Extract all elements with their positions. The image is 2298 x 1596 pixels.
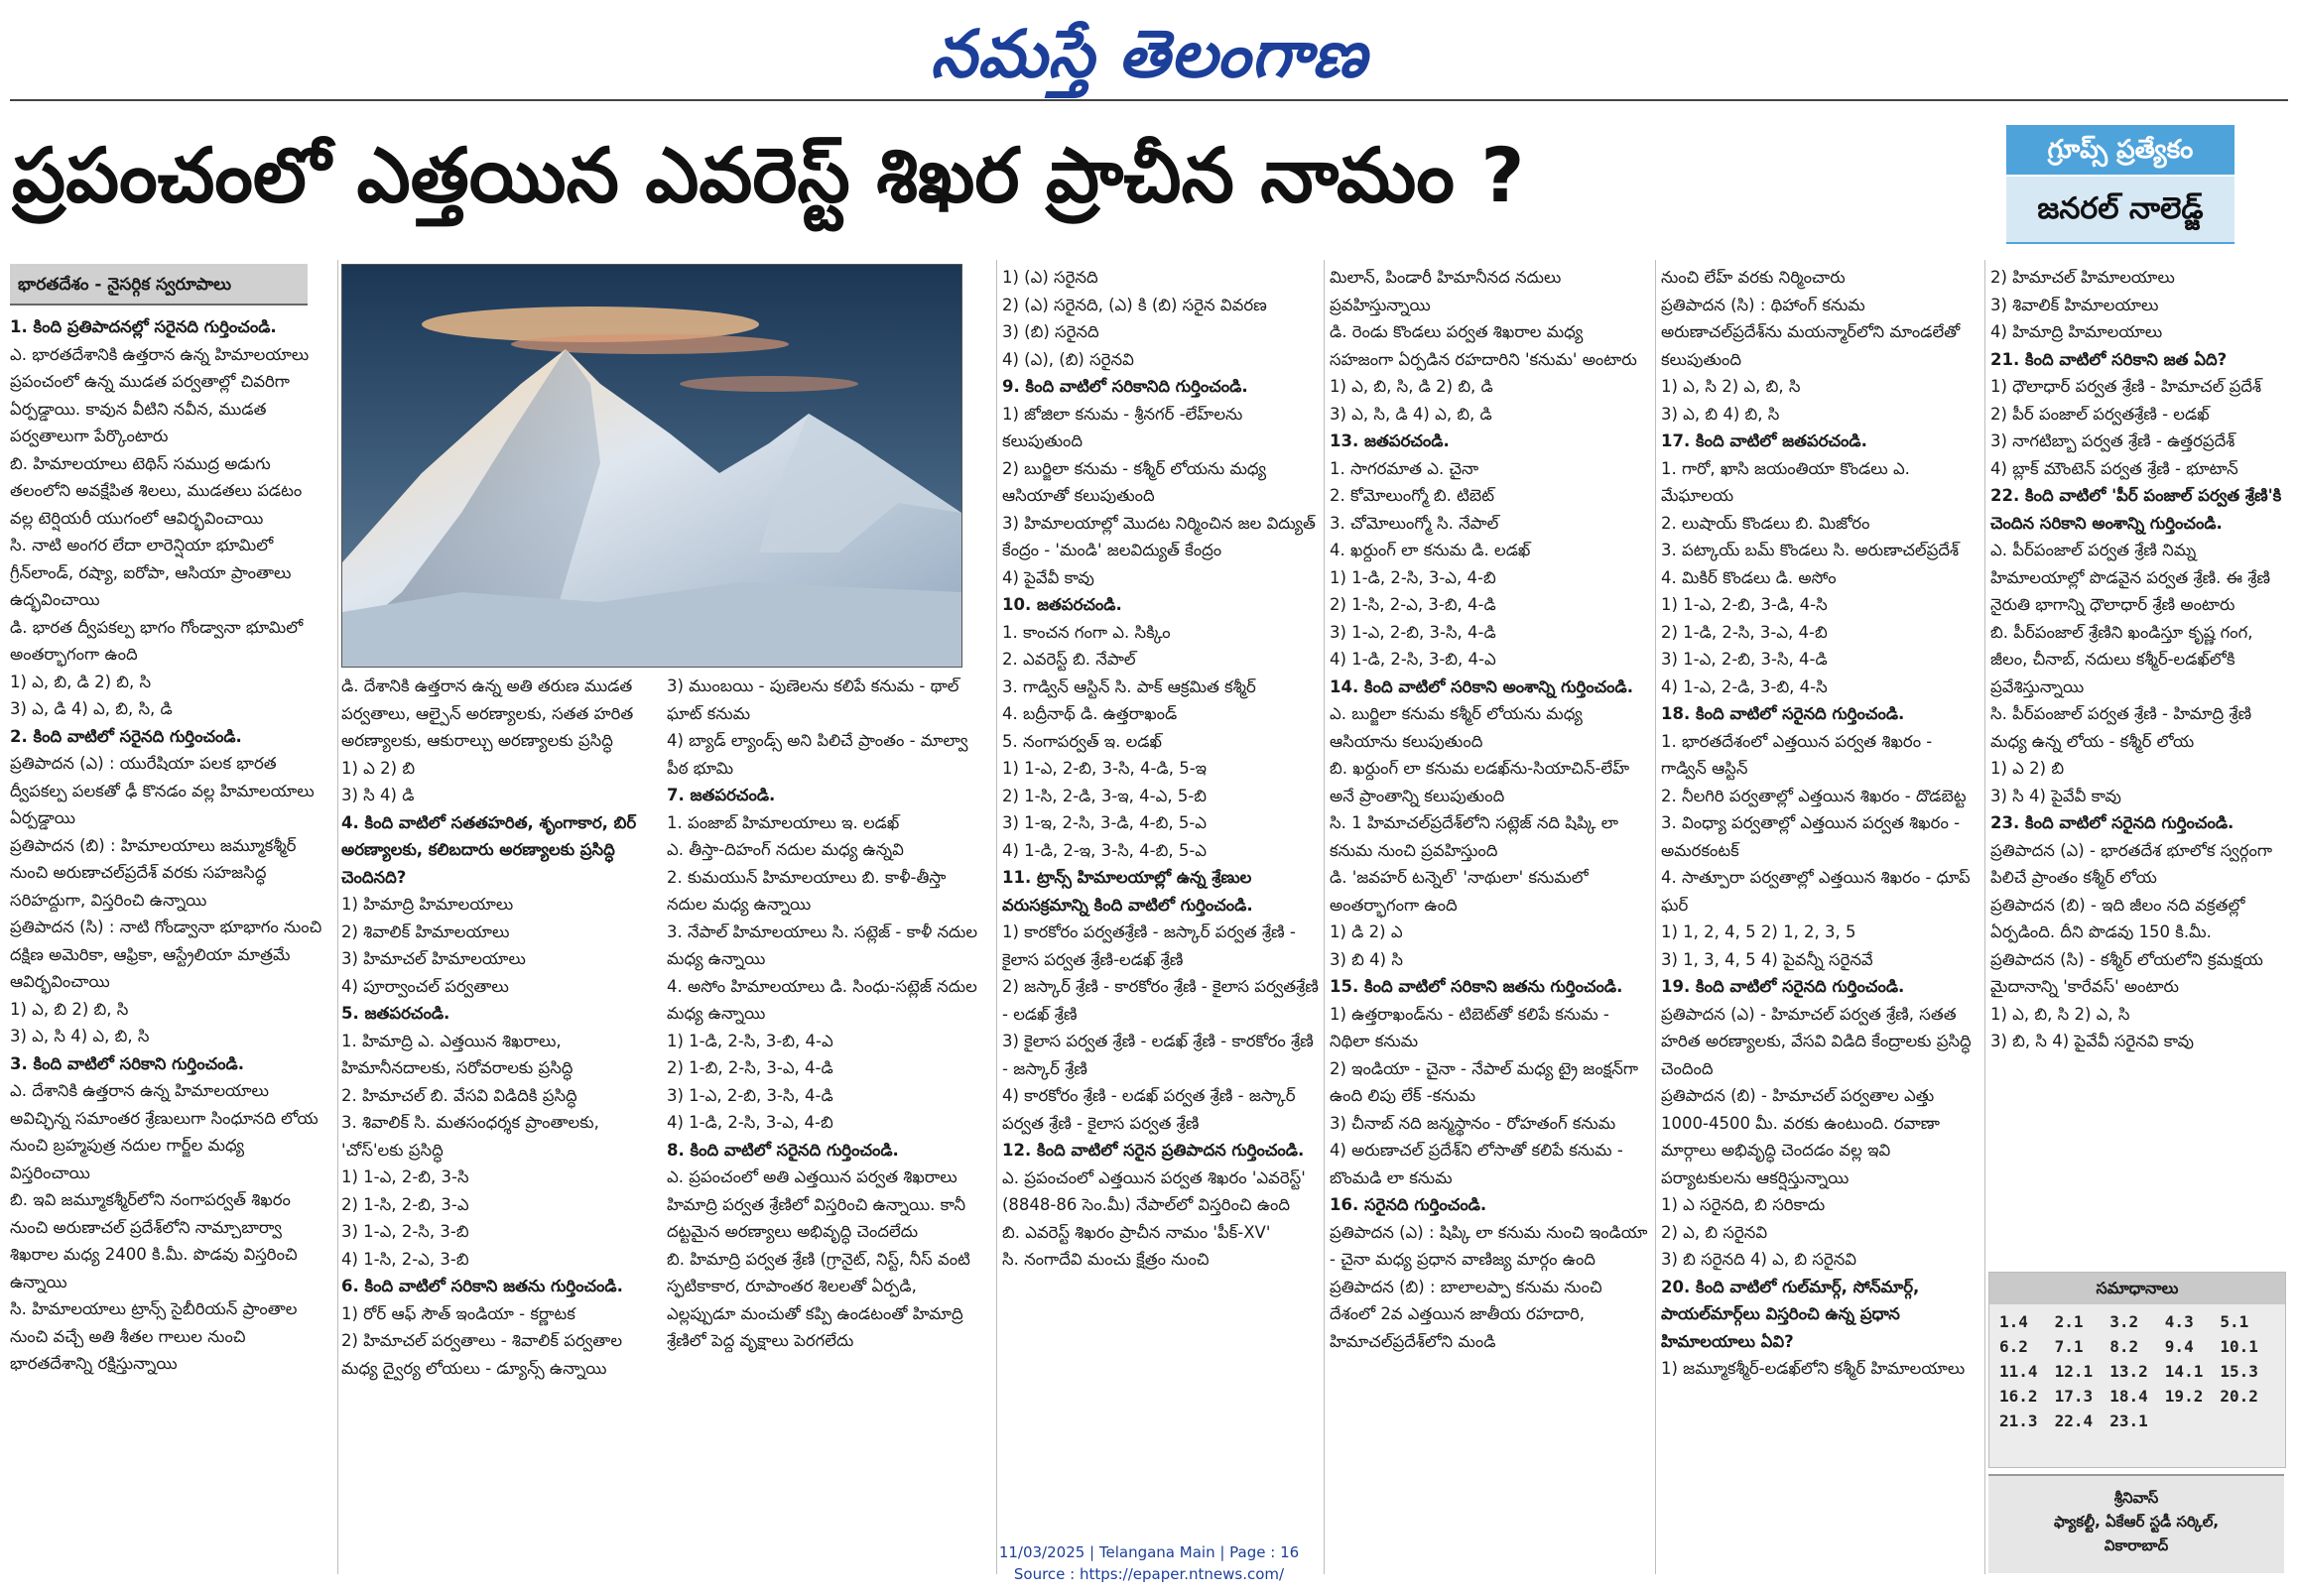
question-text: సి. హిమాలయాలు ట్రాన్స్ సైబీరియన్ ప్రాంతాల నుంచి వచ్చే అతి శీతల గాలుల నుంచి భారతదేశాన్ని రక్షిస్తున్నాయి: [10, 1299, 298, 1373]
question-text: ఎ. భారతదేశానికి ఉత్తరాన ఉన్న హిమాలయాలు ప్రపంచంలో ఉన్న ముడత పర్వతాల్లో చివరిగా ఏర్పడ్డాయి. కావున వీటిని నవీన, ముడత పర్వతాలుగా పేర్కొంటారు: [10, 344, 310, 445]
question-text: 1) 1-డి, 2-సి, 3-ఎ, 4-బి: [1330, 567, 1496, 587]
question-text: 3) సి 4) పైవేవీ కావు: [1990, 786, 2121, 805]
question-text: ఎ. ప్రపంచంలో ఎత్తయిన పర్వత శిఖరం 'ఎవరెస్ట్' (8848-86 సెం.మీ) నేపాల్‌లో విస్తరించి ఉంది: [1002, 1167, 1306, 1214]
answer-item: 5.1: [2220, 1312, 2249, 1331]
question-text: ఎ. దేశానికి ఉత్తరాన ఉన్న హిమాలయాలు అవిచ్ఛిన్న సమాంతర శ్రేణులుగా సింధూనది లోయ నుంచి బ్రహ్మపుత్ర నదుల గార్జ్‌ల మధ్య విస్తరించాయి: [10, 1081, 319, 1182]
question-text: 1) హిమాద్రి హిమాలయాలు: [341, 895, 514, 914]
question: 23. కింది వాటిలో సరైనది గుర్తించండి.: [1990, 813, 2234, 832]
question-text: 1) డి 2) ఎ: [1330, 922, 1403, 941]
answer-item: 11.4: [1999, 1362, 2038, 1381]
question-text: ప్రతిపాదన (ఎ) : షిప్కి లా కనుమ నుంచి ఇండియా - చైనా మధ్య ప్రధాన వాణిజ్య మార్గం ఉంది: [1330, 1222, 1648, 1269]
question-text: 3) బి 4) సి: [1330, 949, 1403, 969]
question-text: 3) హిమాచల్ హిమాలయాలు: [341, 949, 526, 968]
footer-source: Source : https://epaper.ntnews.com/: [1013, 1565, 1285, 1583]
question: 7. జతపరచండి.: [667, 786, 776, 804]
question-text: 3) శివాలిక్ హిమాలయాలు: [1990, 295, 2159, 314]
question-text: మిలాన్, పిండారీ హిమానీనద నదులు ప్రవహిస్తున్నాయి: [1330, 268, 1562, 314]
question: 22. కింది వాటిలో 'పీర్ పంజాల్ పర్వత శ్రేణి'కి చెందిన సరికాని అంశాన్ని గుర్తించండి.: [1990, 486, 2282, 533]
question-text: 3) ఎ, సి, డి 4) ఎ, బి, డి: [1330, 404, 1492, 424]
question: 2. కింది వాటిలో సరైనది గుర్తించండి.: [10, 726, 242, 746]
question: 17. కింది వాటిలో జతపరచండి.: [1661, 431, 1867, 450]
answer-item: 9.4: [2164, 1337, 2194, 1356]
question-text: 2) హిమాచల్ పర్వతాలు - శివాలిక్ పర్వతాల మధ్య ద్వైర్య లోయలు - డ్యూన్స్ ఉన్నాయి: [341, 1331, 623, 1378]
question-text: 1) ఎ సరైనది, బి సరికాదు: [1661, 1195, 1826, 1214]
question-text: 3) ఎ, డి 4) ఎ, బి, సి, డి: [10, 699, 173, 718]
column-divider: [337, 260, 338, 1574]
question: 16. సరైనది గుర్తించండి.: [1330, 1195, 1487, 1214]
question-text: ప్రతిపాదన (ఎ) - భారతదేశ భూలోక స్వర్గంగా పిలిచే ప్రాంతం కశ్మీర్ లోయ: [1990, 840, 2273, 887]
question-text: 1) ఎ 2) బి: [1990, 759, 2065, 778]
question-text: సి. నాటి అంగర లేదా లారెన్షియా భూమిలో గ్రీన్‌లాండ్, రష్యా, ఐరోపా, ఆసియా ప్రాంతాలు ఉద్భవించాయి: [10, 536, 292, 609]
question-text: 3) బి, సి 4) పైవేవీ సరైనవి కావు: [1990, 1032, 2195, 1050]
question: 6. కింది వాటిలో సరికాని జతను గుర్తించండి.: [341, 1277, 623, 1295]
answer-item: 20.2: [2220, 1387, 2258, 1406]
question-text: 4. బద్రీనాథ్ డి. ఉత్తరాఖండ్: [1002, 704, 1178, 723]
question-text: 1) (ఎ) సరైనది: [1002, 268, 1098, 287]
answer-item: 10.1: [2220, 1337, 2258, 1356]
answer-item: 22.4: [2054, 1412, 2094, 1430]
question-text: 3. నేపాల్ హిమాలయాలు సి. సట్లెజ్ - కాళీ నదుల మధ్య ఉన్నాయి: [667, 921, 978, 968]
column-divider: [1984, 260, 1985, 1574]
question-text: ప్రతిపాదన (బి) : బాలాలప్పా కనుమ నుంచి దేశంలో 2వ ఎత్తయిన జాతీయ రహదారి, హిమాచల్‌ప్రదేశ్‌లోని మండి: [1330, 1277, 1602, 1351]
question-text: 4) 1-సి, 2-ఎ, 3-బి: [341, 1249, 469, 1269]
question-text: సి. పీర్‌పంజాల్ పర్వత శ్రేణి - హిమాద్రి శ్రేణి మధ్య ఉన్న లోయ - కశ్మీర్ లోయ: [1990, 704, 2252, 751]
question-text: 2) బుర్జిలా కనుమ - కశ్మీర్ లోయను మధ్య ఆసియాతో కలుపుతుంది: [1002, 458, 1267, 505]
question: 8. కింది వాటిలో సరైనది గుర్తించండి.: [667, 1140, 899, 1160]
answer-item: 4.3: [2164, 1312, 2194, 1331]
question-text: 1. భారతదేశంలో ఎత్తయిన పర్వత శిఖరం - గాడ్విన్ ఆస్టిన్: [1661, 731, 1933, 778]
question-text: 2. హిమాచల్ బి. వేసవి విడిదికి ప్రసిద్ధి: [341, 1085, 577, 1105]
question-text: ప్రతిపాదన (ఎ) - హిమాచల్ పర్వత శ్రేణి, సతత హరిత అరణ్యాలకు, వేసవి విడిది కేంద్రాలకు ప్రసిద్ధి చెందింది: [1661, 1004, 1972, 1078]
answer-item: 21.3: [1999, 1412, 2038, 1430]
question: 21. కింది వాటిలో సరికాని జత ఏది?: [1990, 349, 2228, 369]
section-label: భారతదేశం - నైసర్గిక స్వరూపాలు: [10, 264, 308, 306]
question-text: బి. ఖర్దుంగ్ లా కనుమ లడఖ్‌ను-సియాచిన్-లేహ్ అనే ప్రాంతాన్ని కలుపుతుంది: [1330, 759, 1630, 805]
question-text: బి. హిమాద్రి పర్వత శ్రేణి (గ్రానైట్, నిస్ట్, నీస్ వంటి స్ఫటికాకార, రూపాంతర శిలలతో ఏర్పడి, ఎల్లప్పుడూ మంచుతో కప్పి ఉండటంతో హిమాద్రి శ్రేణిలో పెద్ద వృక్షాలు పెరగలేదు: [667, 1249, 970, 1350]
question-text: 3. పట్కాయ్ బమ్ కొండలు సి. అరుణాచల్‌ప్రదేశ్: [1661, 541, 1960, 559]
question-text: బి. ఇవి జమ్మూకశ్మీర్‌లోని నంగాపర్వత్ శిఖరం నుంచి అరుణాచల్ ప్రదేశ్‌లోని నామ్చాబార్వా శిఖరాల మధ్య 2400 కి.మీ. పొడవు విస్తరించి ఉన్నాయి: [10, 1190, 298, 1291]
question-text: 3. వింధ్యా పర్వతాల్లో ఎత్తయిన పర్వత శిఖరం - అమరకంటక్: [1661, 813, 1961, 860]
question-text: 2) 1-డి, 2-సి, 3-ఎ, 4-బి: [1661, 622, 1828, 642]
question-text: 1) జమ్మూకశ్మీర్-లడఖ్‌లోని కశ్మీర్ హిమాలయాలు: [1661, 1359, 1966, 1378]
question-text: 1) ఎ, సి 2) ఎ, బి, సి: [1661, 377, 1801, 396]
question-text: 3. చోమోలుంగ్మో సి. నేపాల్: [1330, 513, 1499, 533]
question-text: ప్రతిపాదన (బి) - ఇది జీలం నది వక్రతల్లో ఏర్పడింది. దీని పొడవు 150 కి.మీ.: [1990, 895, 2245, 941]
question-text: 3) 1-ఎ, 2-బి, 3-సి, 4-డి: [1661, 650, 1828, 669]
author-place: వికారాబాద్: [2104, 1536, 2169, 1554]
question-text: ఎ. బుర్జిలా కనుమ కశ్మీర్ లోయను మధ్య ఆసియాను కలుపుతుంది: [1330, 704, 1583, 751]
question-text: డి. దేశానికి ఉత్తరాన ఉన్న అతి తరుణ ముడత పర్వతాలు, ఆల్పైన్ అరణ్యాలకు, సతత హరిత అరణ్యాలకు, ఆకురాల్చు అరణ్యాలకు ప్రసిద్ధి: [341, 676, 634, 750]
question-text: 2. కోమోలుంగ్మో బి. టిబెట్: [1330, 486, 1494, 505]
question-text: 2) ఇండియా - చైనా - నేపాల్ మధ్య ట్రై జంక్షన్‌గా ఉంది లిపు లేక్ -కనుమ: [1330, 1058, 1639, 1105]
author-role: ఫ్యాకల్టీ, ఏకేఆర్ స్టడీ సర్కిల్,: [2053, 1513, 2220, 1531]
answer-item: 2.1: [2054, 1312, 2084, 1331]
question-text: 1) 1-ఎ, 2-బి, 3-సి, 4-డి, 5-ఇ: [1002, 759, 1208, 778]
question-text: 2) హిమాచల్ హిమాలయాలు: [1990, 268, 2175, 287]
question-text: 3) ఎ, బి 4) బి, సి: [1661, 404, 1780, 424]
question: 19. కింది వాటిలో సరైనది గుర్తించండి.: [1661, 977, 1905, 996]
column-5: [1330, 264, 1651, 1573]
question-text: ప్రతిపాదన (సి) : థిహాంగ్ కనుమ అరుణాచల్‌ప్రదేశ్‌ను మయన్మార్‌లోని మాండలేతో కలుపుతుంది: [1661, 295, 1961, 369]
answer-item: 18.4: [2109, 1387, 2148, 1406]
question-text: 4) పైవేవీ కావు: [1002, 567, 1094, 587]
question-text: ఎ. తీస్తా-దిహంగ్ నదుల మధ్య ఉన్నవి: [667, 840, 904, 859]
question: 14. కింది వాటిలో సరికాని అంశాన్ని గుర్తించండి.: [1330, 676, 1634, 696]
question-text: ప్రతిపాదన (ఎ) : యురేషియా పలక భారత ద్వీపకల్ప పలకతో ఢీ కొనడం వల్ల హిమాలయాలు ఏర్పడ్డాయి: [10, 754, 315, 827]
question-text: 2) (ఎ) సరైనది, (ఎ) కి (బి) సరైన వివరణ: [1002, 295, 1267, 314]
question-text: డి. భారత ద్వీపకల్ప భాగం గోండ్వానా భూమిలో అంతర్భాగంగా ఉంది: [10, 617, 304, 664]
answer-item: 16.2: [1999, 1387, 2038, 1406]
question-text: 1) రోర్ ఆఫ్ సౌత్ ఇండియా - కర్ణాటక: [341, 1303, 575, 1323]
answer-item: 13.2: [2109, 1362, 2148, 1381]
question-text: సి. 1 హిమాచల్‌ప్రదేశ్‌లోని సట్లెజ్ నది షిప్కి లా కనుమ నుంచి ప్రవహిస్తుంది: [1330, 813, 1619, 860]
question-text: 3) నాగటిబ్బా పర్వత శ్రేణి - ఉత్తరప్రదేశ్: [1990, 431, 2235, 450]
question-text: 2) జస్కార్ శ్రేణి - కారకోరం శ్రేణి - కైలాస పర్వతశ్రేణి - లడఖ్ శ్రేణి: [1002, 977, 1319, 1024]
masthead-logo: నమస్తే తెలంగాణ: [930, 16, 1368, 92]
question-text: 4. మికిర్ కొండలు డి. అసోం: [1661, 567, 1837, 587]
answer-item: 12.1: [2054, 1362, 2094, 1381]
column-divider: [1324, 260, 1325, 1574]
answers-title: సమాధానాలు: [1989, 1273, 2285, 1304]
question-text: 4) హిమాద్రి హిమాలయాలు: [1990, 322, 2163, 341]
column-divider: [996, 260, 997, 1574]
question: 15. కింది వాటిలో సరికాని జతను గుర్తించండి.: [1330, 977, 1623, 996]
question-text: 2) 1-సి, 2-డి, 3-ఇ, 4-ఎ, 5-బి: [1002, 786, 1208, 805]
question-text: 4) బ్లాక్ మౌంటెన్ పర్వత శ్రేణి - భూటాన్: [1990, 458, 2238, 478]
question: 10. జతపరచండి.: [1002, 595, 1122, 614]
question-text: 2. లుషాయ్ కొండలు బి. మిజోరం: [1661, 513, 1870, 533]
question-text: 1) 1, 2, 4, 5 2) 1, 2, 3, 5: [1661, 922, 1856, 941]
question-text: 1) ఎ, బి, సి 2) ఎ, సి: [1990, 1004, 2130, 1024]
question-text: నుంచి లేహ్ వరకు నిర్మించారు: [1661, 268, 1846, 287]
question-text: 4) 1-డి, 2-సి, 3-ఎ, 4-బి: [667, 1113, 833, 1132]
question-text: 1) ఎ 2) బి: [341, 758, 416, 778]
question: 13. జతపరచండి.: [1330, 431, 1450, 450]
question-text: ప్రతిపాదన (బి) : హిమాలయాలు జమ్మూకశ్మీర్ నుంచి అరుణాచల్‌ప్రదేశ్ వరకు సహజసిద్ధ సరిహద్దుగా, విస్తరించి ఉన్నాయి: [10, 835, 297, 910]
question-text: 4) 1-డి, 2-సి, 3-బి, 4-ఎ: [1330, 650, 1496, 669]
answer-item: 19.2: [2164, 1387, 2204, 1406]
question-text: ఎ. ప్రపంచంలో అతి ఎత్తయిన పర్వత శిఖరాలు హిమాద్రి పర్వత శ్రేణిలో విస్తరించి ఉన్నాయి. కానీ దట్టమైన అరణ్యాలు అభివృద్ధి చెందలేదు: [667, 1167, 966, 1241]
question-text: 3. శివాలిక్ సి. మతసంధర్శక ప్రాంతాలకు, 'చోస్'లకు ప్రసిద్ధి: [341, 1113, 599, 1160]
column-1: [10, 313, 327, 1573]
answer-item: 1.4: [1999, 1312, 2028, 1331]
answers-box: [1988, 1272, 2286, 1468]
column-4: [1002, 264, 1320, 1573]
question-text: డి. రెండు కొండలు పర్వత శిఖరాల మధ్య సహజంగా ఏర్పడిన రహదారిని 'కనుమ' అంటారు: [1330, 322, 1637, 369]
answer-item: 8.2: [2109, 1337, 2139, 1356]
question-text: 2) పీర్ పంజాల్ పర్వతశ్రేణి - లడఖ్: [1990, 404, 2210, 424]
question-text: 4) 1-డి, 2-ఇ, 3-సి, 4-బి, 5-ఎ: [1002, 840, 1208, 860]
answer-item: 3.2: [2109, 1312, 2139, 1331]
question-text: 2) 1-సి, 2-ఎ, 3-బి, 4-డి: [1330, 595, 1496, 614]
question-text: ప్రతిపాదన (బి) - హిమాచల్ పర్వతాల ఎత్తు 1000-4500 మీ. వరకు ఉంటుంది. రవాణా మార్గాలు అభివృద్ధి చెందడం వల్ల ఇవి పర్యాటకులను ఆకర్షిస్తున్నాయి: [1661, 1086, 1940, 1187]
author-name: శ్రీనివాస్: [2113, 1489, 2159, 1507]
question-text: 3) 1-ఇ, 2-సి, 3-డి, 4-బి, 5-ఎ: [1002, 813, 1208, 832]
question-text: 2) 1-బి, 2-సి, 3-ఎ, 4-డి: [667, 1058, 833, 1077]
question-text: ప్రతిపాదన (సి) : నాటి గోండ్వానా భూభాగం నుంచి దక్షిణ అమెరికా, ఆఫ్రికా, ఆస్ట్రేలియా మాత్రమే ఆవిర్భవించాయి: [10, 918, 322, 991]
question: 12. కింది వాటిలో సరైన ప్రతిపాదన గుర్తించండి.: [1002, 1141, 1305, 1160]
answer-item: 14.1: [2164, 1362, 2204, 1381]
question-text: 3) హిమాలయాల్లో మొదట నిర్మించిన జల విద్యుత్ కేంద్రం - 'మండి' జలవిద్యుత్ కేంద్రం: [1002, 513, 1316, 559]
question-text: 3) సి 4) డి: [341, 786, 415, 804]
question-text: 1) 1-ఎ, 2-బి, 3-డి, 4-సి: [1661, 595, 1828, 614]
headline: ప్రపంచంలో ఎత్తయిన ఎవరెస్ట్ శిఖర ప్రాచీన నామం ?: [12, 131, 1525, 219]
question-text: 3) ఎ, సి 4) ఎ, బి, సి: [10, 1027, 150, 1045]
question-text: 1. గారో, ఖాసి జయంతియా కొండలు ఎ. మేఘాలయ: [1661, 458, 1910, 505]
question-text: 1) కారకోరం పర్వతశ్రేణి - జస్కార్ పర్వత శ్రేణి - కైలాస పర్వత శ్రేణి-లడఖ్ శ్రేణి: [1002, 922, 1296, 969]
question-text: 4) పూర్వాంచల్ పర్వతాలు: [341, 976, 509, 996]
question-text: 4. సాత్పూరా పర్వతాల్లో ఎత్తయిన శిఖరం - ధూప్ ఘర్: [1661, 868, 1971, 915]
question-text: 3) ముంబయి - పుణెలను కలిపే కనుమ - థాల్ ఘాట్ కనుమ: [667, 676, 959, 723]
answer-item: 23.1: [2109, 1412, 2148, 1430]
question-text: 1) 1-డి, 2-సి, 3-బి, 4-ఎ: [667, 1031, 833, 1050]
question-text: 1) ఎ, బి 2) బి, సి: [10, 999, 129, 1019]
question: 5. జతపరచండి.: [341, 1004, 450, 1023]
question-text: 2. ఎవరెస్ట్ బి. నేపాల్: [1002, 650, 1136, 669]
question: 9. కింది వాటిలో సరికానిది గుర్తించండి.: [1002, 377, 1248, 396]
question: 1. కింది ప్రతిపాదనల్లో సరైనది గుర్తించండి.: [10, 317, 277, 336]
question-text: 4) 1-ఎ, 2-డి, 3-బి, 4-సి: [1661, 676, 1828, 696]
column-6: [1661, 264, 1980, 1573]
tag-general-knowledge: జనరల్ నాలెడ్జ్: [2006, 177, 2234, 244]
question-text: 3) 1-ఎ, 2-బి, 3-సి, 4-డి: [667, 1085, 833, 1105]
question-text: 3) 1-ఎ, 2-బి, 3-సి, 4-డి: [1330, 622, 1496, 642]
question: 11. ట్రాన్స్ హిమాలయాల్లో ఉన్న శ్రేణుల వరుసక్రమాన్ని కింది వాటిలో గుర్తించండి.: [1002, 868, 1253, 915]
question-text: 1) ఎ, బి, సి, డి 2) బి, డి: [1330, 377, 1493, 396]
question: 3. కింది వాటిలో సరికాని గుర్తించండి.: [10, 1053, 244, 1073]
question-text: 3) 1-ఎ, 2-సి, 3-బి: [341, 1222, 469, 1241]
question-text: 3) బి సరైనది 4) ఎ, బి సరైనవి: [1661, 1250, 1857, 1269]
question-text: 2) శివాలిక్ హిమాలయాలు: [341, 921, 510, 941]
answer-item: 17.3: [2054, 1387, 2094, 1406]
footer-date: 11/03/2025 | Telangana Main | Page : 16: [998, 1543, 1300, 1561]
question-text: 4. ఖర్దుంగ్ లా కనుమ డి. లడఖ్: [1330, 541, 1531, 559]
question-text: బి. ఎవరెస్ట్ శిఖరం ప్రాచీన నామం 'పీక్-XV': [1002, 1222, 1271, 1242]
question-text: 2) 1-సి, 2-బి, 3-ఎ: [341, 1194, 469, 1214]
question-text: 4) అరుణాచల్ ప్రదేశ్‌ని లోసాతో కలిపే కనుమ - బొంమడి లా కనుమ: [1330, 1141, 1623, 1187]
question-text: 1) 1-ఎ, 2-బి, 3-సి: [341, 1167, 469, 1186]
question-text: బి. హిమాలయాలు టెథిస్ సముద్ర అడుగు తలంలోని అవక్షేపిత శిలలు, ముడతలు పడటం వల్ల టెర్షియరీ యుగంలో ఆవిర్భవించాయి: [10, 453, 303, 528]
answer-item: 7.1: [2054, 1337, 2084, 1356]
question-text: బి. పీర్‌పంజాల్ శ్రేణిని ఖండిస్తూ కృష్ణ గంగ, జీలం, చీనాబ్, నదులు కశ్మీర్-లడఖ్‌లోకి ప్రవేశిస్తున్నాయి: [1990, 622, 2253, 696]
question: 18. కింది వాటిలో సరైనది గుర్తించండి.: [1661, 704, 1905, 723]
question: 4. కింది వాటిలో సతతహరిత, శృంగాకార, బిర్ అరణ్యాలకు, కలిబదారు అరణ్యాలకు ప్రసిద్ధి చెందినది?: [341, 812, 637, 887]
question-text: 1) ఎ, బి, డి 2) బి, సి: [10, 672, 152, 691]
question-text: 1) ఉత్తరాఖండ్‌ను - టిబెట్‌తో కలిపే కనుమ - నిథిలా కనుమ: [1330, 1004, 1609, 1050]
question-text: 4) బ్యాడ్ ల్యాండ్స్ అని పిలిచే ప్రాంతం - మాల్వా పీఠ భూమి: [667, 731, 968, 778]
question-text: 2. నీలగిరి పర్వతాల్లో ఎత్తయిన శిఖరం - దొడబెట్ట: [1661, 786, 1967, 805]
question-text: 1. కాంచన గంగా ఎ. సిక్కిం: [1002, 622, 1171, 642]
mountain-image: [342, 265, 961, 667]
question-text: 3) 1, 3, 4, 5 4) పైవన్నీ సరైనవే: [1661, 949, 1873, 969]
question-text: 4) (ఎ), (బి) సరైనవి: [1002, 349, 1134, 369]
question-text: ఎ. పీర్‌పంజాల్ పర్వత శ్రేణి నిమ్న హిమాలయాల్లో పొడవైన పర్వత శ్రేణి. ఈ శ్రేణి నైరుతి భాగాన్ని ధౌలాధార్ శ్రేణి అంటారు: [1990, 541, 2270, 614]
question-text: 4) కారకోరం శ్రేణి - లడఖ్ పర్వత శ్రేణి - జస్కార్ పర్వత శ్రేణి - కైలాస పర్వత శ్రేణి: [1002, 1086, 1296, 1133]
question-text: 1. సాగరమాత ఎ. చైనా: [1330, 458, 1479, 478]
column-7: [1990, 264, 2288, 1365]
question-text: 1. హిమాద్రి ఎ. ఎత్తయిన శిఖరాలు, హిమానీనదాలకు, సరోవరాలకు ప్రసిద్ధి: [341, 1031, 574, 1077]
column-3: [667, 673, 990, 1573]
column-2: [341, 673, 655, 1573]
question-text: 5. నంగాపర్వత్ ఇ. లడఖ్: [1002, 731, 1163, 751]
question-text: 4. అసోం హిమాలయాలు డి. సింధు-సట్లెజ్ నదుల మధ్య ఉన్నాయి: [667, 976, 977, 1023]
question-text: 2) ఎ, బి సరైనవి: [1661, 1222, 1768, 1242]
question-text: 1. పంజాబ్ హిమాలయాలు ఇ. లడఖ్: [667, 812, 900, 832]
question-text: 1) జోజిలా కనుమ - శ్రీనగర్ -లేహ్‌లను కలుపుతుంది: [1002, 404, 1243, 450]
question-text: 3) (బి) సరైనది: [1002, 322, 1099, 341]
masthead-rule: [10, 99, 2288, 101]
column-divider: [1655, 260, 1656, 1574]
question: 20. కింది వాటిలో గుల్‌మార్గ్, సోన్‌మార్గ్, పాయల్‌మార్గ్‌లు విస్తరించి ఉన్న ప్రధాన హిమాలయాలు ఏవి?: [1661, 1277, 1920, 1351]
question-text: ప్రతిపాదన (సి) - కశ్మీర్ లోయలోని క్రమక్షయ మైదానాన్ని 'కారేవస్' అంటారు: [1990, 949, 2263, 996]
question-text: 3. గాడ్విన్ ఆస్టిన్ సి. పాక్ ఆక్రమిత కశ్మీర్: [1002, 676, 1256, 696]
answers-grid: [1989, 1304, 2285, 1438]
question-text: 3) చీనాబ్ నది జన్మస్థానం - రోహతంగ్ కనుమ: [1330, 1113, 1616, 1133]
question-text: 1) ధౌలాధార్ పర్వత శ్రేణి - హిమాచల్ ప్రదేశ్: [1990, 377, 2262, 396]
question-text: సి. నంగాదేవి మంచు క్షేత్రం నుంచి: [1002, 1250, 1210, 1269]
question-text: డి. 'జవహర్ టన్నెల్' 'నాథులా' కనుమలో అంతర్భాగంగా ఉంది: [1330, 868, 1589, 915]
question-text: 2. కుమయున్ హిమాలయాలు బి. కాళీ-తీస్తా నదుల మధ్య ఉన్నాయి: [667, 867, 947, 914]
tag-groups-special: గ్రూప్స్ ప్రత్యేకం: [2006, 125, 2234, 175]
answer-item: 15.3: [2220, 1362, 2258, 1381]
question-text: 3) కైలాస పర్వత శ్రేణి - లడఖ్ శ్రేణి - కారకోరం శ్రేణి - జస్కార్ శ్రేణి: [1002, 1032, 1314, 1078]
everest-photo: [341, 264, 962, 668]
answer-item: 6.2: [1999, 1337, 2028, 1356]
